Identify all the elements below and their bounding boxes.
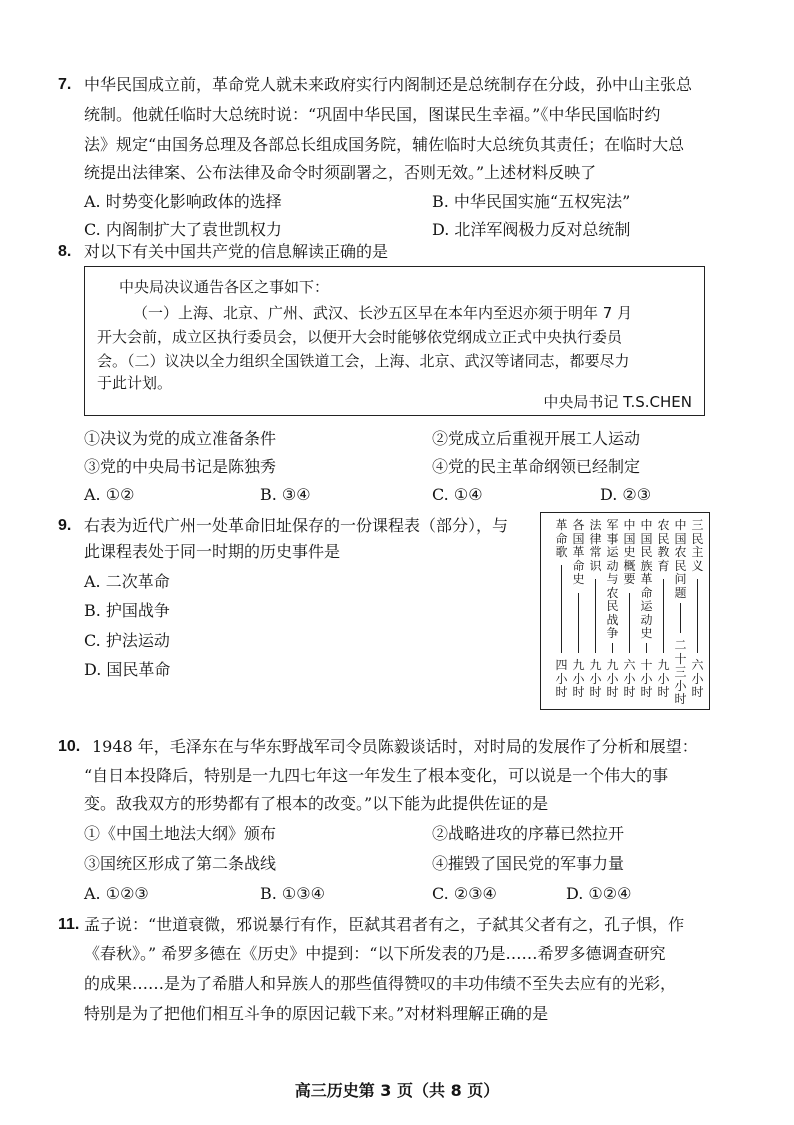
- option-d[interactable]: D. 北洋军阀极力反对总统制: [432, 220, 631, 239]
- page-footer: 高三历史第 3 页（共 8 页）: [294, 1081, 500, 1100]
- statement-4: ④摧毁了国民党的军事力量: [432, 854, 625, 873]
- statement-2: ②战略进攻的序幕已然拉开: [432, 824, 625, 843]
- course-name: 中国民族革命运动史: [640, 518, 653, 640]
- question-text-line: 的成果……是为了希腊人和异族人的那些值得赞叹的丰功伟绩不至失去应有的光彩，: [84, 974, 677, 993]
- question-text-line: 统提出法律案、公布法律及命令时须副署之，否则无效。”上述材料反映了: [84, 163, 597, 182]
- schedule-leader-lines: [541, 513, 711, 711]
- course-hours: 六小时: [623, 658, 636, 699]
- option-c[interactable]: C. ②③④: [432, 884, 497, 903]
- question-text-line: 孟子说：“世道衰微，邪说暴行有作，臣弑其君者有之，子弑其父者有之，孔子惧，作: [84, 915, 685, 934]
- statement-1: ①决议为党的成立准备条件: [84, 429, 277, 448]
- course-hours: 二十三小时: [674, 638, 687, 706]
- excerpt-line: 于此计划。: [97, 374, 173, 392]
- option-c[interactable]: C. 护法运动: [84, 631, 170, 650]
- course-hours: 九小时: [606, 658, 619, 699]
- course-schedule-table: [540, 512, 710, 710]
- statement-3: ③党的中央局书记是陈独秀: [84, 457, 277, 476]
- course-name: 法律常识: [589, 518, 602, 573]
- statement-2: ②党成立后重视开展工人运动: [432, 429, 641, 448]
- question-number: 8.: [58, 243, 72, 260]
- question-text-line: 统制。他就任临时大总统时说：“巩固中华民国，图谋民生幸福。”《中华民国临时约: [84, 105, 661, 124]
- course-hours: 九小时: [572, 658, 585, 699]
- statement-4: ④党的民主革命纲领已经制定: [432, 457, 641, 476]
- question-text-line: 《春秋》。” 希罗多德在《历史》中提到：“以下所发表的乃是……希罗多德调查研究: [84, 944, 666, 963]
- statement-3: ③国统区形成了第二条战线: [84, 854, 277, 873]
- option-d[interactable]: D. 国民革命: [84, 660, 171, 679]
- option-a[interactable]: A. ①②③: [84, 884, 149, 903]
- question-number: 10.: [58, 738, 81, 755]
- option-c[interactable]: C. ①④: [432, 485, 483, 504]
- course-hours: 九小时: [589, 658, 602, 699]
- option-d[interactable]: D. ①②④: [566, 884, 632, 903]
- course-name: 中国农民问题: [674, 518, 687, 600]
- question-text-line: 中华民国成立前，革命党人就未来政府实行内阁制还是总统制存在分歧，孙中山主张总: [84, 75, 693, 94]
- excerpt-line: 会。（二）议决以全力组织全国铁道工会，上海、北京、武汉等诸同志，都要尽力: [97, 352, 630, 370]
- question-text-line: “自日本投降后，特别是一九四七年这一年发生了根本变化，可以说是一个伟大的事: [84, 766, 669, 785]
- course-hours: 四小时: [555, 658, 568, 699]
- question-text-line: 特别是为了把他们相互斗争的原因记载下来。”对材料理解正确的是: [84, 1004, 549, 1023]
- option-c[interactable]: C. 内阁制扩大了袁世凯权力: [84, 220, 282, 239]
- document-excerpt-box: [84, 266, 705, 416]
- question-number: 7.: [58, 76, 72, 93]
- course-hours: 十小时: [640, 658, 653, 699]
- option-a[interactable]: A. 二次革命: [84, 572, 170, 591]
- option-a[interactable]: A. 时势变化影响政体的选择: [84, 192, 282, 211]
- excerpt-signature: 中央局书记 T.S.CHEN: [543, 393, 692, 411]
- question-text-line: 法》规定“由国务总理及各部总长组成国务院，辅佐临时大总统负其责任；在临时大总: [84, 135, 685, 154]
- course-name: 农民教育: [657, 518, 670, 573]
- option-b[interactable]: B. 中华民国实施“五权宪法”: [432, 192, 631, 211]
- course-name: 革命歌: [555, 518, 568, 559]
- question-text-line: 此课程表处于同一时期的历史事件是: [84, 542, 341, 561]
- course-hours: 六小时: [691, 658, 704, 699]
- course-name: 军事运动与农民战争: [606, 518, 619, 640]
- option-b[interactable]: B. ③④: [260, 485, 311, 504]
- question-number: 11.: [58, 916, 80, 933]
- question-stem: 对以下有关中国共产党的信息解读正确的是: [84, 242, 389, 261]
- question-number: 9.: [58, 517, 72, 534]
- statement-1: ①《中国土地法大纲》颁布: [84, 824, 277, 843]
- question-text-line: 变。敌我双方的形势都有了根本的改变。”以下能为此提供佐证的是: [84, 794, 549, 813]
- excerpt-line: （一）上海、北京、广州、武汉、长沙五区早在本年内至迟亦须于明年 7 月: [133, 304, 633, 322]
- course-name: 各国革命史: [572, 518, 585, 586]
- option-b[interactable]: B. 护国战争: [84, 601, 170, 620]
- option-a[interactable]: A. ①②: [84, 485, 135, 504]
- course-name: 中国史概要: [623, 518, 636, 586]
- question-text-line: 1948 年，毛泽东在与华东野战军司令员陈毅谈话时，对时局的发展作了分析和展望：: [92, 737, 698, 756]
- course-name: 三民主义: [691, 518, 704, 573]
- excerpt-line: 开大会前，成立区执行委员会，以便开大会时能够依党纲成立正式中央执行委员: [97, 328, 623, 346]
- option-b[interactable]: B. ①③④: [260, 884, 325, 903]
- option-d[interactable]: D. ②③: [600, 485, 652, 504]
- course-hours: 九小时: [657, 658, 670, 699]
- excerpt-line: 中央局决议通告各区之事如下：: [119, 278, 330, 296]
- question-text-line: 右表为近代广州一处革命旧址保存的一份课程表（部分），与: [84, 516, 509, 535]
